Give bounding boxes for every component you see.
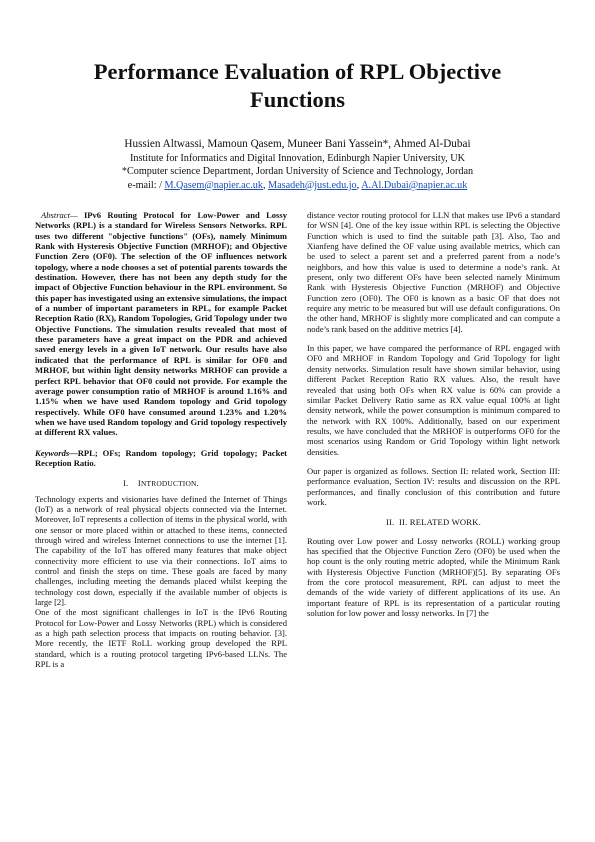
right-paragraph-1: distance vector routing protocol for LLN that makes use IPv6 a standard for WSN [4]. One of the key issue within RPL is selecting the Objective Function which is used to find the suitable path [3]. Also, Tao and Xianfeng have defined the OF value using available metrics, which can be used to select a parent set and a preferred parent from a node’s neighbors, and how this value is used to determine a node’s rank. At present, only two different OFs have been selected namely Minimum Rank with Hysteresis Objective Function (MRHOF) and Objective Function zero (OF0). The OF0 is known as a basic OF that does not require any metric to be measured but will use default configurations. On the other hand, MRHOF is slightly more complicated and can compute a node’s rank based on the additive metrics [4]. bbox=[307, 210, 560, 334]
keywords bbox=[35, 448, 287, 469]
email-line: e-mail: / M.Qasem@napier.ac.uk, Masadeh@just.edu.jo, A.Al.Dubai@napier.ac.uk bbox=[127, 179, 468, 191]
author-names: Hussien Altwassi, Mamoun Qasem, Muneer Bani Yassein*, Ahmed Al-Dubai bbox=[124, 138, 471, 150]
email-link-masadeh[interactable]: Masadeh@just.edu.jo bbox=[268, 179, 357, 191]
section-heading-introduction: I. INTRODUCTION. bbox=[123, 478, 199, 489]
right-paragraph-4: Routing over Low power and Lossy networks (ROLL) working group has specified that the Objective Function Zero (OF0) be used when the hop count is the only routing metric adopted, while the Minimum Rank with Hysteresis Objective Function (MRHOF)[5]. By separating OFs from the core protocol measurement, RPL can adjust to meet the demands of the wide variety of different applications of its use. An important feature of RPL is its representation of a particular routing solution for low power and lossy networks. In [7] the bbox=[307, 535, 560, 619]
right-paragraph-2: In this paper, we have compared the performance of RPL engaged with OF0 and MRHOF in Random Topology and Grid Topology for light density networks. Simulation result have shown similar behavior, using different Packet Reception Ratio RX values. Also, the result have revealed that using both OFs when RX value is 60% can provide a similar Packet Delivery Ratio same as RX value equal 100% at light density network, while the power consumption is minimum compared to the network with RX 100%. Additionally, based on our experiment results, we have concluded that the MRHOF is outperforms OF0 for the most scenarios using Random or Grid Topology within light network densities. bbox=[307, 343, 560, 457]
keywords-lead: Keywords— bbox=[35, 447, 78, 458]
abstract-text: IPv6 Routing Protocol for Low-Power and Lossy Networks (RPL) is a standard for Wireless Sensors Networks. RPL uses two different "objective functions" (OFs), namely Minimum Rank with Hysteresis Objective Function (MRHOF); and Objective Function Zero (OF0). The selection of the OF influences network topology, where a node chooses a set of potential parents towards the destination. However, there has not been any depth study for the impact of Objective Function behaviour in the RPL environment. So this paper has investigated using an extensive simulations, the impact of a number of important parameters in RPL, for example Packet Reception Ratio (RX), Random Topologies, Grid Topology under two Objective Functions. The simulation results revealed that most of these parameters have a great impact on the PDR and achieved saved energy levels in a given IoT network. Our results have also indicated that the performance of RPL is similar for OF0 and MRHOF, but within light density networks MRHOF can provide a perfect RPL behavior that OF0 could not provide. For example the average power consumption ratio of MRHOF is around 1.16% and 1.15% when we have used Random topology and Grid topology respectively. While OF0 have consumed around 1.23% and 1.20% when we have used Random topology and Grid topology respectively at different RX values. bbox=[35, 210, 287, 438]
abstract-lead: Abstract— bbox=[41, 210, 78, 220]
intro-paragraph-1: Technology experts and visionaries have defined the Internet of Things (IoT) as a network of real physical objects connected via the Internet. Moreover, IoT represents a collection of items in the physical world, with one sensor or more placed within or attached to these items, connected through wired and wireless Internet connections to use the internet [1]. The capability of the IoT has offered many features that make object connectivity more efficient to use via their connections. IoT aims to control and finish the steps on time. These goals are faced by many challenges, including meeting the demands placed whilst keeping the technology cost down, especially if the available number of objects is large [2]. bbox=[35, 493, 287, 608]
email-link-aldubai[interactable]: A.Al.Dubai@napier.ac.uk bbox=[361, 179, 468, 191]
email-link-qasem[interactable]: M.Qasem@napier.ac.uk bbox=[164, 179, 263, 191]
left-column bbox=[35, 210, 287, 669]
author-block bbox=[60, 138, 535, 192]
email-label: e-mail: / bbox=[127, 179, 162, 191]
keywords-text: RPL; OFs; Random topology; Grid topology; Packet Reception Ratio. bbox=[35, 447, 287, 468]
paper-title: Performance Evaluation of RPL Objective Functions bbox=[93, 59, 502, 112]
intro-paragraph-2: One of the most significant challenges in IoT is the IPv6 Routing Protocol for Low-Power and Lossy Networks (RPL) which is considered as a high path selection process that impacts on routing behavior. [3]. More recently, the IETF RoLL working group developed the RPL standard, which is a routing protocol targeting IPv6-based LLNs. The RPL is a bbox=[35, 607, 287, 670]
right-column bbox=[307, 210, 560, 618]
abstract bbox=[35, 210, 287, 438]
affiliation-1: Institute for Informatics and Digital Innovation, Edinburgh Napier University, UK bbox=[130, 153, 465, 165]
right-paragraph-3: Our paper is organized as follows. Section II: related work, Section III: performance evaluation, Section IV: results and discussion on the RPL performances, and finally conclusion of this contribution and future work. bbox=[307, 465, 560, 507]
affiliation-2: *Computer science Department, Jordan University of Science and Technology, Jordan bbox=[121, 166, 474, 178]
section-heading-related-work: II. II. RELATED WORK. bbox=[386, 517, 481, 528]
